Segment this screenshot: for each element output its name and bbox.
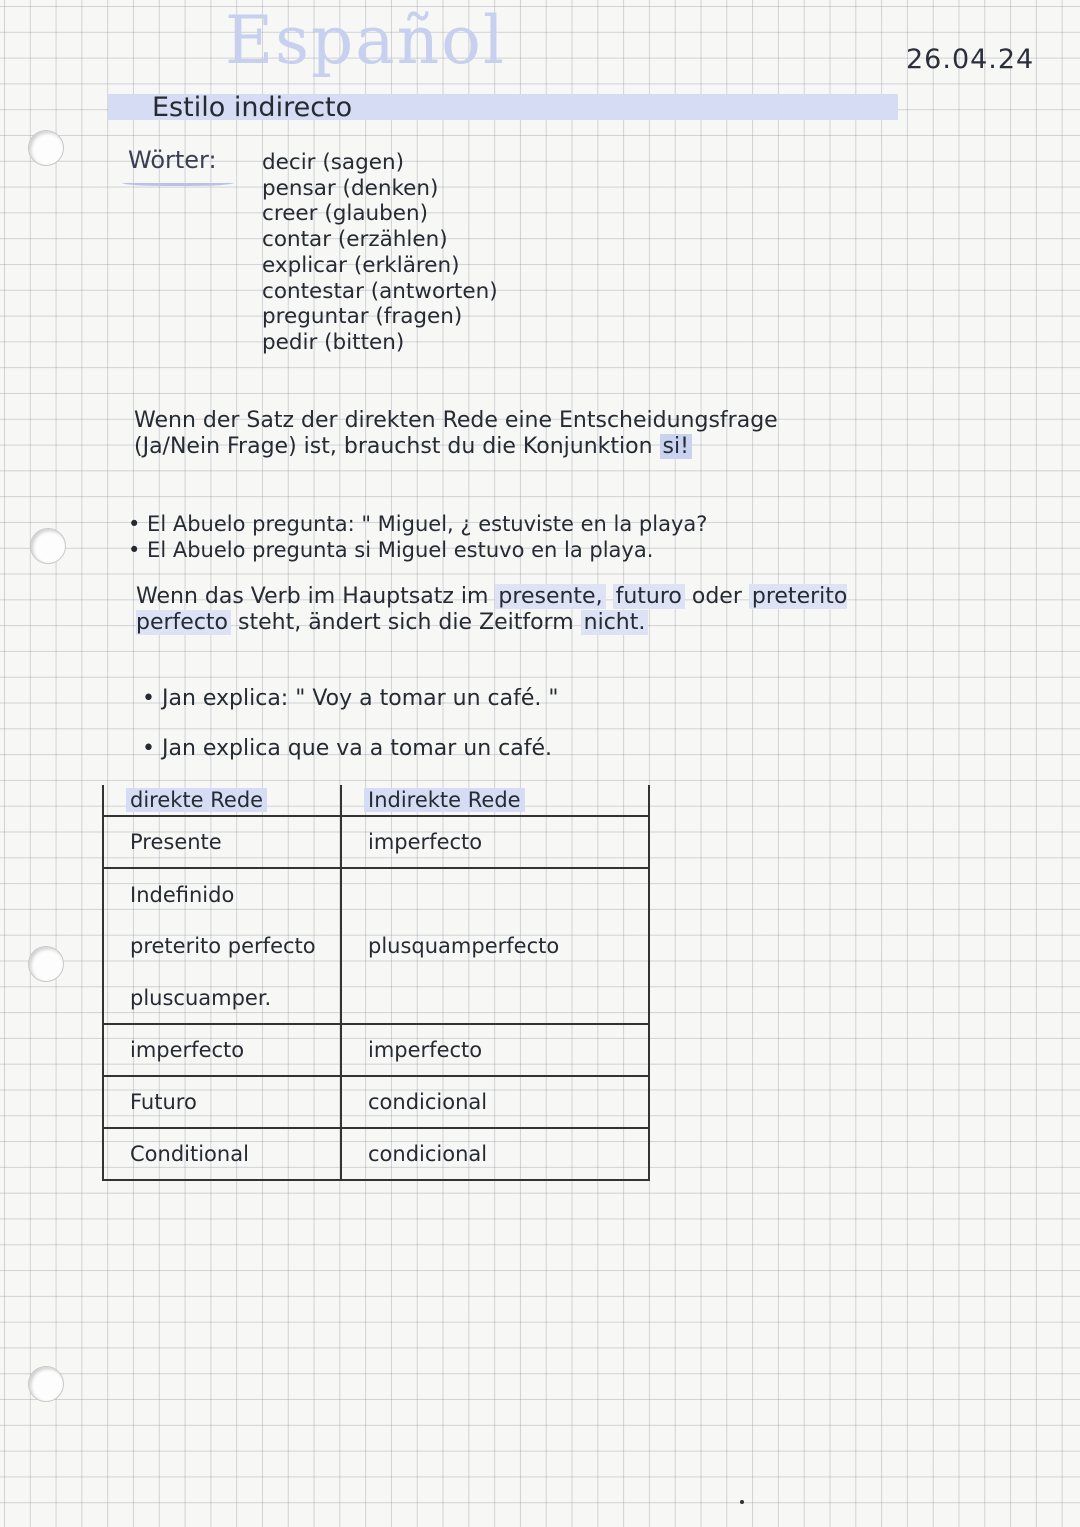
list-item: contar (erzählen) [262, 227, 448, 253]
word-list [262, 150, 498, 356]
rule-text: oder [691, 584, 742, 609]
table-cell: imperfecto [103, 1024, 341, 1076]
table-row [103, 816, 649, 868]
table-cell [341, 868, 649, 920]
list-item: preguntar (fragen) [262, 304, 463, 330]
table-row [103, 1128, 649, 1180]
punch-hole [30, 528, 66, 564]
list-item: creer (glauben) [262, 201, 429, 227]
table-row [103, 1024, 649, 1076]
table-cell: imperfecto [341, 1024, 649, 1076]
header-indirect: Indirekte Rede [341, 785, 649, 816]
list-item: explicar (erklären) [262, 252, 460, 278]
words-underline [122, 178, 234, 186]
header-direct: direkte Rede [103, 785, 341, 816]
list-item: decir (sagen) [262, 150, 404, 175]
example-direct-speech: • Jan explica: " Voy a tomar un café. " [142, 686, 559, 711]
keyword-futuro: futuro [613, 584, 685, 609]
example-direct-question: • El Abuelo pregunta: " Miguel, ¿ estuviste en la playa? [128, 512, 708, 536]
example-indirect-question: • El Abuelo pregunta si Miguel estuvo en la playa. [128, 538, 654, 562]
rule-text: steht, ändert sich die Zeitform [238, 610, 574, 635]
list-item: contestar (antworten) [262, 278, 498, 304]
list-item: pedir (bitten) [262, 329, 405, 355]
table-row [103, 1076, 649, 1128]
keyword-preterito: preterito perfecto [136, 584, 848, 635]
table-cell: preterito perfecto [103, 920, 341, 972]
rule-paragraph-1 [134, 408, 834, 460]
keyword-presente: presente, [495, 584, 605, 609]
rule-text: Wenn das Verb im Hauptsatz im [136, 584, 489, 609]
table-cell: Conditional [103, 1128, 341, 1180]
table-row [103, 920, 649, 972]
table-cell: Indefinido [103, 868, 341, 920]
ink-dot [740, 1500, 744, 1504]
punch-hole [28, 946, 64, 982]
punch-hole [28, 130, 64, 166]
keyword-si: si! [660, 434, 692, 459]
table-header-row [103, 785, 649, 816]
table-cell: condicional [341, 1128, 649, 1180]
list-item: pensar (denken) [262, 175, 439, 201]
words-label: Wörter: [128, 146, 217, 174]
table-cell: Futuro [103, 1076, 341, 1128]
rule-paragraph-2 [136, 584, 856, 636]
table-row [103, 972, 649, 1024]
heading: Estilo indirecto [152, 92, 353, 123]
table-cell: plusquamperfecto [341, 920, 649, 972]
table-cell: Presente [103, 816, 341, 868]
table-cell: pluscuamper. [103, 972, 341, 1024]
rule-text: Wenn der Satz der direkten Rede eine Entscheidungsfrage (Ja/Nein Frage) ist, brauchst du die Konjunktion [134, 408, 778, 459]
table-row [103, 868, 649, 920]
punch-hole [28, 1366, 64, 1402]
table-cell: condicional [341, 1076, 649, 1128]
table-cell: imperfecto [341, 816, 649, 868]
page-title: Español [225, 2, 506, 79]
example-indirect-speech: • Jan explica que va a tomar un café. [142, 736, 552, 761]
table-cell [341, 972, 649, 1024]
keyword-nicht: nicht. [581, 610, 649, 635]
tense-table [102, 785, 650, 1181]
date: 26.04.24 [906, 44, 1035, 75]
